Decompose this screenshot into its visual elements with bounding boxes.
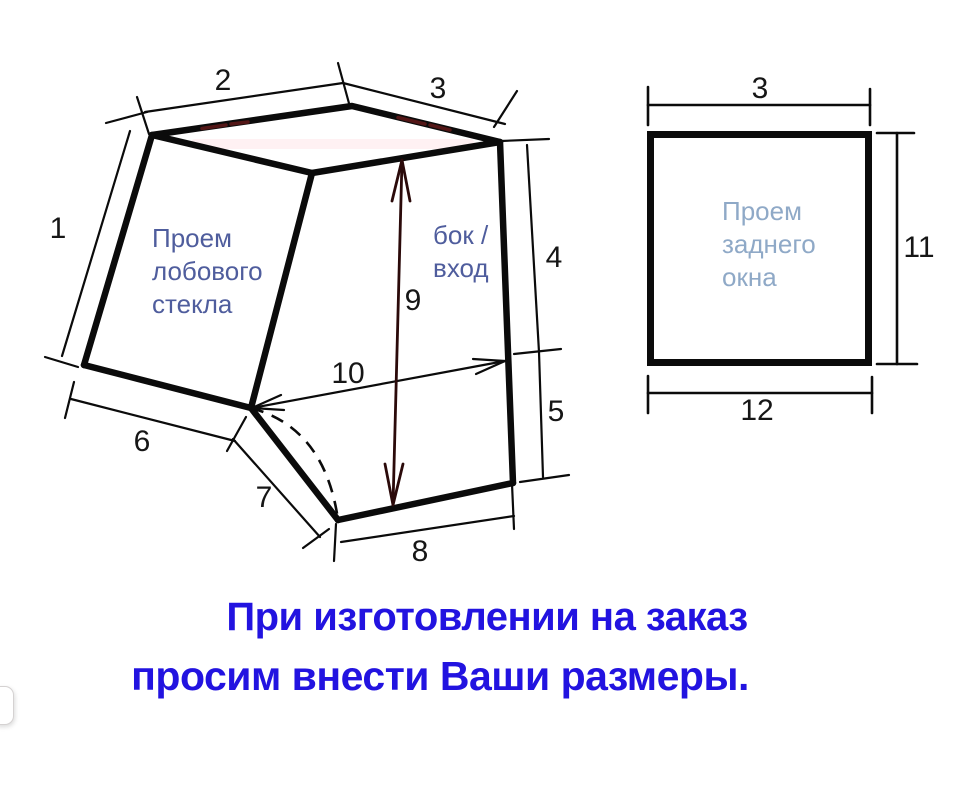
side-entry-label-line1: бок / xyxy=(433,220,489,250)
dim1-tick-top xyxy=(106,112,147,123)
dim-label-7: 7 xyxy=(255,481,273,514)
cab-bottom-edge xyxy=(338,483,513,520)
dim8-tick-left xyxy=(334,524,336,561)
dim2-tick-left xyxy=(137,97,149,134)
cab-windshield-bottom-edge xyxy=(84,365,251,408)
dim-label-9: 9 xyxy=(404,284,422,317)
dim6-line xyxy=(71,399,235,441)
watermark-ghost xyxy=(190,139,475,149)
dim-label-3: 3 xyxy=(429,72,447,105)
dim4-5-tick xyxy=(514,349,561,354)
dim2-line xyxy=(145,83,343,112)
windshield-label-line2: лобового xyxy=(152,256,263,286)
dim-label-1: 1 xyxy=(49,212,67,245)
windshield-opening-label xyxy=(152,223,263,319)
rw-dim-label-12: 12 xyxy=(740,394,774,427)
rear-window-label-line3: окна xyxy=(722,262,777,292)
caption-line-1: При изготовлении на заказ xyxy=(226,595,748,639)
dim7-line xyxy=(233,439,320,537)
dim-label-4: 4 xyxy=(545,241,563,274)
rw-dim-label-11: 11 xyxy=(903,231,935,264)
dim6-tick-right xyxy=(227,417,246,451)
windshield-label-line1: Проем xyxy=(152,223,232,253)
dim1-tick-bottom xyxy=(45,357,78,367)
rear-window-label-line2: заднего xyxy=(722,229,816,259)
dim4-line xyxy=(527,145,539,352)
dim-label-8: 8 xyxy=(411,535,429,568)
rear-window-opening-label xyxy=(722,196,816,292)
cab-right-edge xyxy=(500,142,513,483)
side-entry-label-line2: вход xyxy=(433,253,489,283)
dim3-tick-end xyxy=(494,91,517,127)
cab-middle-pillar-edge xyxy=(251,173,312,408)
rw-dim-label-3: 3 xyxy=(751,72,769,105)
dim10-line xyxy=(252,361,505,408)
dim9-height-arrow xyxy=(385,160,410,505)
dim5-tick-bottom xyxy=(520,475,569,482)
dim-label-10: 10 xyxy=(331,357,365,390)
page-edge-tab[interactable] xyxy=(0,686,14,725)
dim8-tick-right xyxy=(512,484,514,529)
dim-label-2: 2 xyxy=(214,64,232,97)
rear-window-label-line1: Проем xyxy=(722,196,802,226)
dim3-line xyxy=(343,83,505,124)
caption-line-2: просим внести Ваши размеры. xyxy=(131,653,749,699)
windshield-label-line3: стекла xyxy=(152,289,233,319)
dim-label-5: 5 xyxy=(547,395,565,428)
dim4-tick-top xyxy=(501,139,549,141)
dim5-line xyxy=(539,352,543,477)
side-entry-label xyxy=(433,220,489,283)
dim-label-6: 6 xyxy=(133,425,151,458)
dim9-line xyxy=(393,160,402,505)
